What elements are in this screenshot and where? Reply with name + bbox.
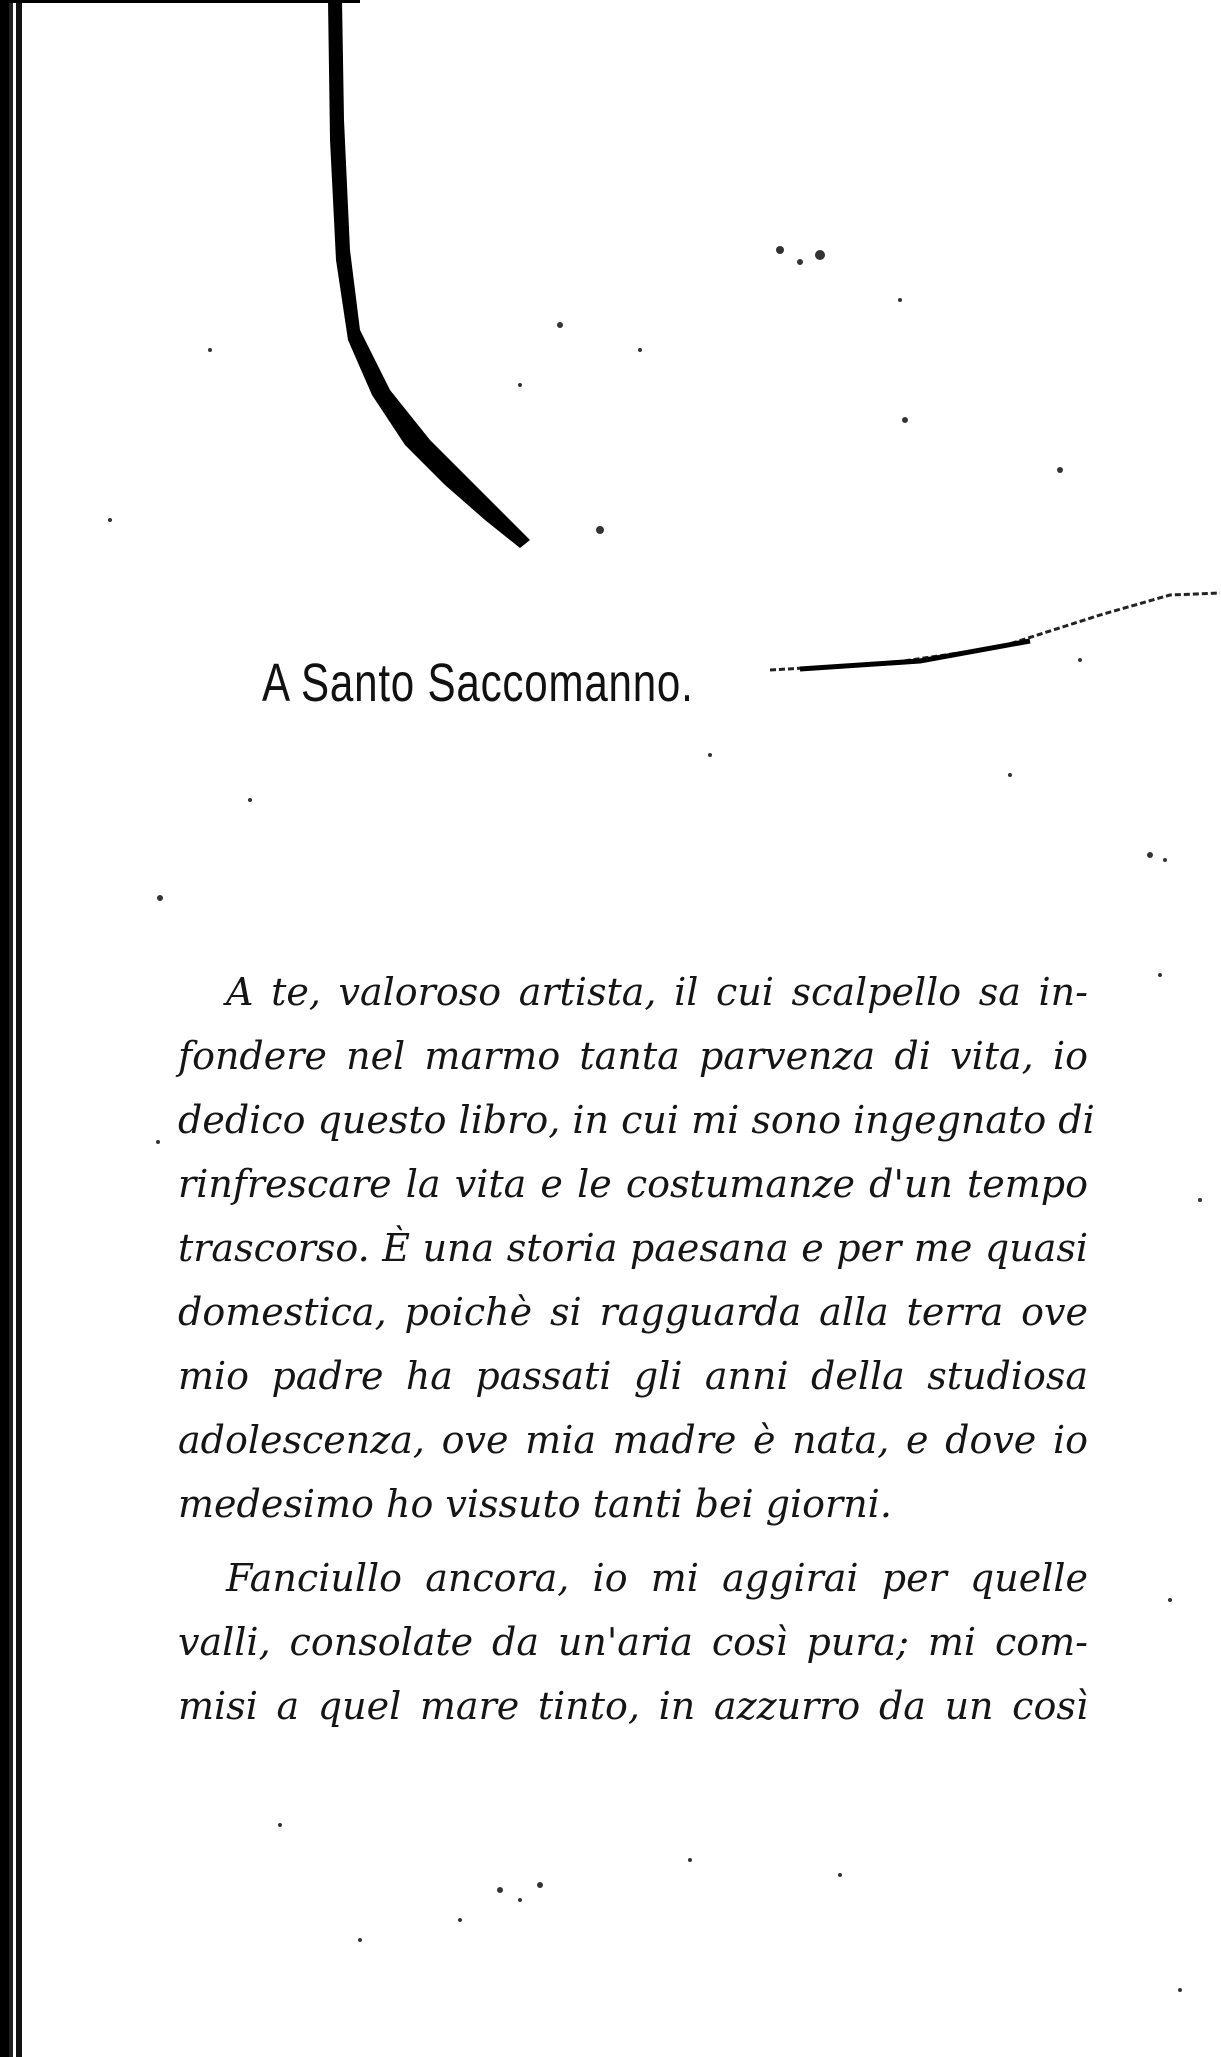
text-line: fondere nel marmo tanta parvenza di vita, io xyxy=(178,1034,1088,1078)
binding-edge xyxy=(0,0,26,2057)
text-line: dedico questo libro, in cui mi sono ingegnato di xyxy=(178,1098,1095,1142)
text-line: rinfrescare la vita e le costumanze d'un tempo xyxy=(178,1162,1088,1206)
text-line: trascorso. È una storia paesana e per me quasi xyxy=(178,1226,1088,1270)
dedication-body xyxy=(178,960,1095,1738)
dedication-title: A Santo Saccomanno. xyxy=(262,653,694,713)
top-edge-rule xyxy=(0,0,360,3)
paper-crack-mark xyxy=(320,0,640,600)
text-line: valli, consolate da un'aria così pura; mi com- xyxy=(178,1620,1088,1664)
paragraph-gap xyxy=(178,1536,1088,1546)
text-line: misi a quel mare tinto, in azzurro da un così xyxy=(178,1684,1088,1728)
text-line: domestica, poichè si ragguarda alla terra ove xyxy=(178,1290,1088,1334)
text-line: medesimo ho vissuto tanti bei giorni. xyxy=(178,1482,892,1526)
ink-streak-mark xyxy=(770,575,1220,685)
text-line: A te, valoroso artista, il cui scalpello sa in- xyxy=(226,970,1088,1014)
text-line: mio padre ha passati gli anni della studiosa xyxy=(178,1354,1088,1398)
text-line: adolescenza, ove mia madre è nata, e dove io xyxy=(178,1418,1088,1462)
text-line: Fanciullo ancora, io mi aggirai per quelle xyxy=(226,1556,1088,1600)
